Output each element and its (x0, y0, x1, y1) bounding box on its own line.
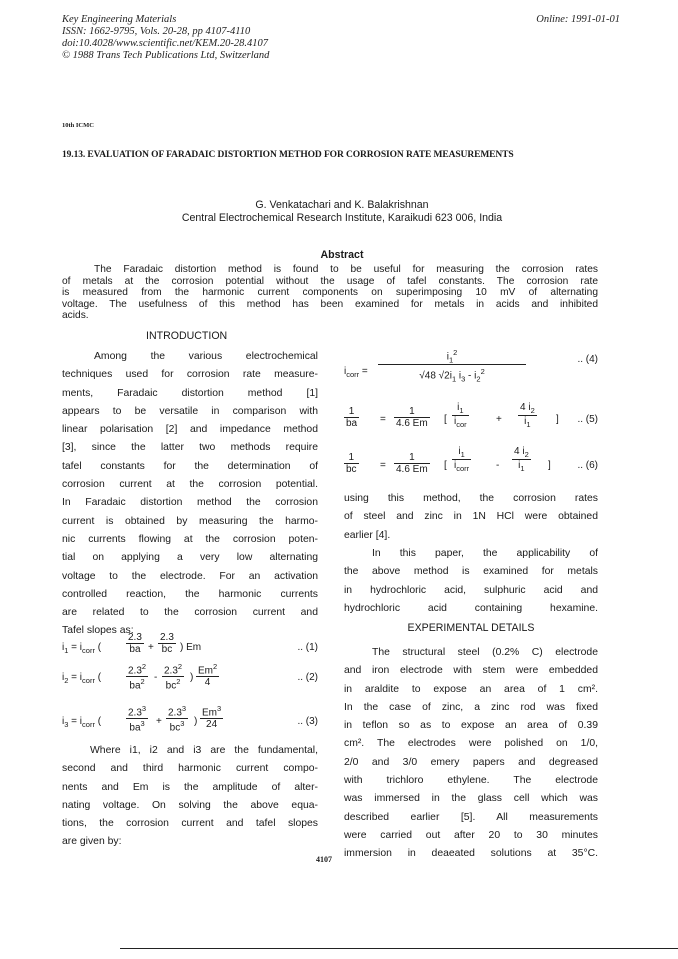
right-line: of steel and zinc in 1N HCl were obtained (344, 511, 598, 523)
page-number: 4107 (316, 855, 332, 864)
abstract-heading: Abstract (320, 249, 364, 261)
intro-line: [3], since the latter two methods require (62, 442, 318, 454)
online-date: Online: 1991-01-01 (536, 14, 620, 25)
abstract-body (62, 264, 598, 322)
intro-line: ments, Faradaic distortion method [1] (62, 387, 318, 399)
experimental-body (344, 644, 598, 864)
affiliation: Central Electrochemical Research Institute, Karaikudi 623 006, India (181, 212, 503, 224)
intro-line: In Faradaic distortion method the corrosion (62, 497, 318, 509)
author-block (62, 199, 622, 225)
equation-number: .. (2) (297, 672, 318, 683)
introduction-heading: INTRODUCTION (146, 330, 228, 342)
conference-tag: 10th ICMC (62, 122, 94, 129)
where-line: nents and Em is the amplitude of alter- (62, 781, 318, 793)
equation-6: $\frac{1}{bc}$ = $\frac{1}{4.6 Em}$ [ $i_1$ $i_{corr}$ - $\frac{4 i_2}{i_1}$ ] .. (6) (346, 446, 598, 475)
paper-title: 19.13. EVALUATION OF FARADAIC DISTORTION METHOD FOR CORROSION RATE MEASUREMENTS (62, 150, 514, 160)
right-line: In this paper, the applicability of (372, 548, 598, 559)
intro-line: corrosion current at the corrosion potential. (62, 479, 318, 491)
right-line: in hydrochloric acid, sulphuric acid and (344, 584, 598, 596)
exp-line: The structural steel (0.2% C) electrode (372, 647, 598, 658)
exp-line: and iron electrode with stem were embedded (344, 665, 598, 677)
equation-5: $\frac{1}{ba}$ = $\frac{1}{4.6 Em}$ [ $i_1$ $i_{cor}$ + $\frac{4 i_2}{i_1}$ ] .. (5) (346, 402, 598, 429)
where-line: Where i1, i2 and i3 are the fundamental, (90, 745, 318, 756)
equation-number: .. (1) (297, 642, 318, 653)
where-line: tions, the corrosion current and tafel slopes (62, 818, 318, 830)
intro-line: controlled reaction, the harmonic currents (62, 588, 318, 600)
doi-line: doi:10.4028/www.scientific.net/KEM.20-28.4107 (62, 38, 268, 49)
right-line: earlier [4]. (344, 529, 391, 541)
intro-line: voltage to the electrode. For an activation (62, 570, 318, 582)
intro-line: are related to the corrosion current and (62, 607, 318, 619)
equation-number: .. (4) (577, 354, 598, 365)
exp-line: immersion in deaeated solutions at 35°C. (344, 848, 598, 860)
right-paragraph-2 (344, 545, 598, 618)
bottom-rule (120, 948, 678, 949)
intro-line: Tafel slopes as: (62, 625, 134, 637)
equation-number: .. (3) (297, 716, 318, 727)
intro-line: linear polarisation [2] and impedance method (62, 424, 318, 436)
exp-line: In the case of zinc, a zinc rod was fixed (344, 701, 598, 713)
equation-4: $i_{corr}$ = $i_1^2$ √48 $√2i_1$ $i_3 - i_2^2$ .. (4) (344, 348, 598, 384)
equation-number: .. (6) (577, 460, 598, 471)
where-line: nating voltage. On solving the above equa- (62, 799, 318, 811)
authors: G. Venkatachari and K. Balakrishnan (255, 199, 429, 211)
exp-line: was immersed in the glass cell which was (344, 793, 598, 805)
intro-line: tial on applying a very low alternating (62, 552, 318, 564)
intro-line: current is obtained by measuring the harmo- (62, 515, 318, 527)
abstract-line: is measured from the harmonic current components on superimposing 10 mV of alternating (62, 287, 598, 299)
right-line: the above method is examined for metals (344, 566, 598, 578)
intro-line: Among the various electrochemical (94, 351, 318, 362)
copyright-line: © 1988 Trans Tech Publications Ltd, Switzerland (62, 50, 270, 61)
experimental-heading: EXPERIMENTAL DETAILS (407, 622, 535, 634)
exp-line: were carried out after 20 to 30 minutes (344, 829, 598, 841)
exp-line: in araldite to expose an area of 1 cm². (344, 683, 598, 695)
exp-line: described earlier [5]. All measurements (344, 811, 598, 823)
exp-line: 2/0 and 3/0 emery papers and degreased (344, 756, 598, 768)
journal-name: Key Engineering Materials (62, 14, 177, 25)
issn-line: ISSN: 1662-9795, Vols. 20-28, pp 4107-4110 (62, 26, 251, 37)
where-line: second and third harmonic current compo- (62, 763, 318, 775)
introduction-body (62, 348, 318, 641)
abstract-line: of metals at the corrosion potential without the usage of tafel constants. The corrosion rate (62, 275, 598, 287)
abstract-line: acids. (62, 310, 89, 322)
exp-line: with trichloro ethylene. The electrode (344, 775, 598, 787)
equation-1: $i_1 = i_{corr}$ ( $\frac{2.3}{ba}$ + $\frac{2.3}{bc}$ ) Em .. (1) (62, 632, 318, 655)
right-line: using this method, the corrosion rates (344, 493, 598, 504)
where-line: are given by: (62, 836, 122, 848)
right-line: hydrochloric acid containing hexamine. (344, 602, 598, 614)
intro-line: appears to be versatile in comparison with (62, 405, 318, 417)
exp-line: cm². The electrodes were polished on 1/0, (344, 738, 598, 750)
equation-2: $i_2 = i_{corr}$ ( $\frac{2.3^2}{ba^2}$ - $\frac{2.3^2}{bc^2}$ ) $\frac{Em^2}{4}$ .. (2) (62, 662, 318, 692)
right-paragraph-1 (344, 490, 598, 545)
intro-line: tafel constants for the determination of (62, 460, 318, 472)
equation-3: $i_3 = i_{corr}$ ( $\frac{2.3^3}{ba^3}$ + $\frac{2.3^3}{bc^3}$ ) $\frac{Em^3}{24}$ .. (3) (62, 704, 318, 734)
journal-header (62, 14, 382, 62)
abstract-line: The Faradaic distortion method is found to be useful for measuring the corrosion rates (94, 264, 598, 275)
intro-line: nic currents flowing at the corrosion poten- (62, 533, 318, 545)
where-paragraph (62, 742, 318, 852)
abstract-line: voltage. The usefulness of this method has been examined for metals in acids and inhibited (62, 298, 598, 310)
exp-line: in teflon so as to expose an area of 0.39 (344, 720, 598, 732)
equation-number: .. (5) (577, 414, 598, 425)
intro-line: techniques used for corrosion rate measure- (62, 369, 318, 381)
